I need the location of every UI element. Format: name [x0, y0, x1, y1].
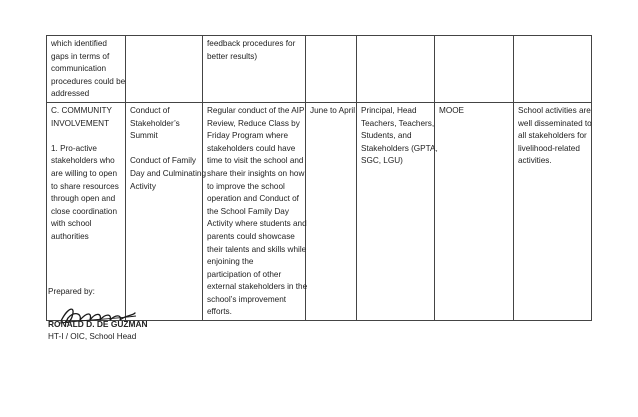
cell-text-line: authorities [51, 231, 89, 241]
table-cell [47, 36, 126, 103]
cell-text-line: Stakeholder’s [130, 118, 180, 128]
cell-text-line: livelihood-related [518, 143, 580, 153]
cell-text-line: Review, Reduce Class by [207, 118, 300, 128]
cell-text-line: parents could showcase [207, 231, 295, 241]
cell-text-line: Students, and [361, 131, 412, 141]
table-cell [306, 102, 357, 320]
activity-text [130, 155, 207, 193]
cell-text-line: School activities are [518, 105, 591, 115]
table-cell [514, 36, 592, 103]
cell-text-line: stakeholders could have [207, 143, 296, 153]
cell-text-line: communication [51, 64, 107, 74]
cell-text-line: Conduct of [130, 105, 170, 115]
table-cell [306, 36, 357, 103]
cell-text-line: through open and [51, 194, 116, 204]
cell-text-line: share their insights on how [207, 168, 305, 178]
action-plan-table [46, 35, 592, 321]
cell-text-line: Day and Culminating [130, 168, 207, 178]
cell-text-line: time to visit the school and [207, 156, 304, 166]
cell-text-line: close coordination [51, 206, 117, 216]
cell-text-line: their talents and skills while [207, 244, 307, 254]
signatory-position: HT-I / OIC, School Head [48, 332, 137, 341]
cell-text-line: addressed [51, 89, 90, 99]
table-row [47, 36, 592, 103]
activity-text [130, 105, 199, 143]
cell-text-line: Friday Program where [207, 131, 288, 141]
table-cell [126, 102, 207, 320]
cell-text-line: C. COMMUNITY [51, 105, 112, 115]
signatory-name: RONALD D. DE GUZMAN [48, 319, 148, 329]
cell-text-line: participation of other [207, 269, 282, 279]
cell-text-line: procedures could be [51, 76, 126, 86]
cell-text-line: 1. Pro-active [51, 143, 97, 153]
cell-text-line: to improve the school [207, 181, 285, 191]
cell-text-line: Stakeholders (GPTA, [361, 143, 438, 153]
cell-text-line: feedback procedures for [207, 39, 296, 48]
table-cell [435, 36, 514, 103]
table-cell [357, 36, 435, 103]
cell-text-line: external stakeholders in the [207, 282, 308, 292]
cell-text-line: are willing to open [51, 168, 117, 178]
cell-text-line: Activity where students and [207, 219, 307, 229]
cell-text-line: INVOLVEMENT [51, 118, 110, 128]
cell-text-line: better results) [207, 51, 258, 61]
cell-text-line: efforts. [207, 307, 232, 317]
cell-text-line: the School Family Day [207, 206, 289, 216]
cell-text-line: gaps in terms of [51, 51, 110, 61]
cell-text-line: Activity [130, 181, 156, 191]
table-cell [126, 36, 203, 103]
section-heading [51, 105, 122, 130]
cell-text-line: activities. [518, 156, 552, 166]
cell-text-line: June to April [310, 105, 356, 115]
cell-text-line: to share resources [51, 181, 119, 191]
objective-text [51, 143, 122, 244]
cell-text-line: operation and Conduct of [207, 194, 299, 204]
table-cell [357, 102, 438, 320]
cell-text-line: well disseminated to [518, 118, 592, 128]
cell-text-line: Teachers, Teachers, [361, 118, 435, 128]
cell-text-line: SGC, LGU) [361, 156, 403, 166]
prepared-by-label: Prepared by: [48, 287, 95, 296]
table-cell [203, 102, 306, 320]
cell-text-line: Summit [130, 131, 158, 141]
cell-text-line: stakeholders who [51, 156, 115, 166]
cell-text-line: Regular conduct of the AIP [207, 105, 305, 115]
table-cell [514, 102, 592, 320]
cell-text-line: MOOE [439, 105, 465, 115]
cell-text-line: all stakeholders for [518, 131, 587, 141]
table-row [47, 102, 592, 320]
table-cell [203, 36, 306, 103]
cell-text-line: enjoining the [207, 257, 254, 267]
cell-text-line: Principal, Head [361, 105, 417, 115]
table-cell [435, 102, 514, 320]
cell-text-line: which identified [51, 39, 107, 48]
cell-text-line: school’s improvement [207, 294, 287, 304]
cell-text-line: Conduct of Family [130, 156, 196, 166]
cell-text-line: with school [51, 219, 92, 229]
